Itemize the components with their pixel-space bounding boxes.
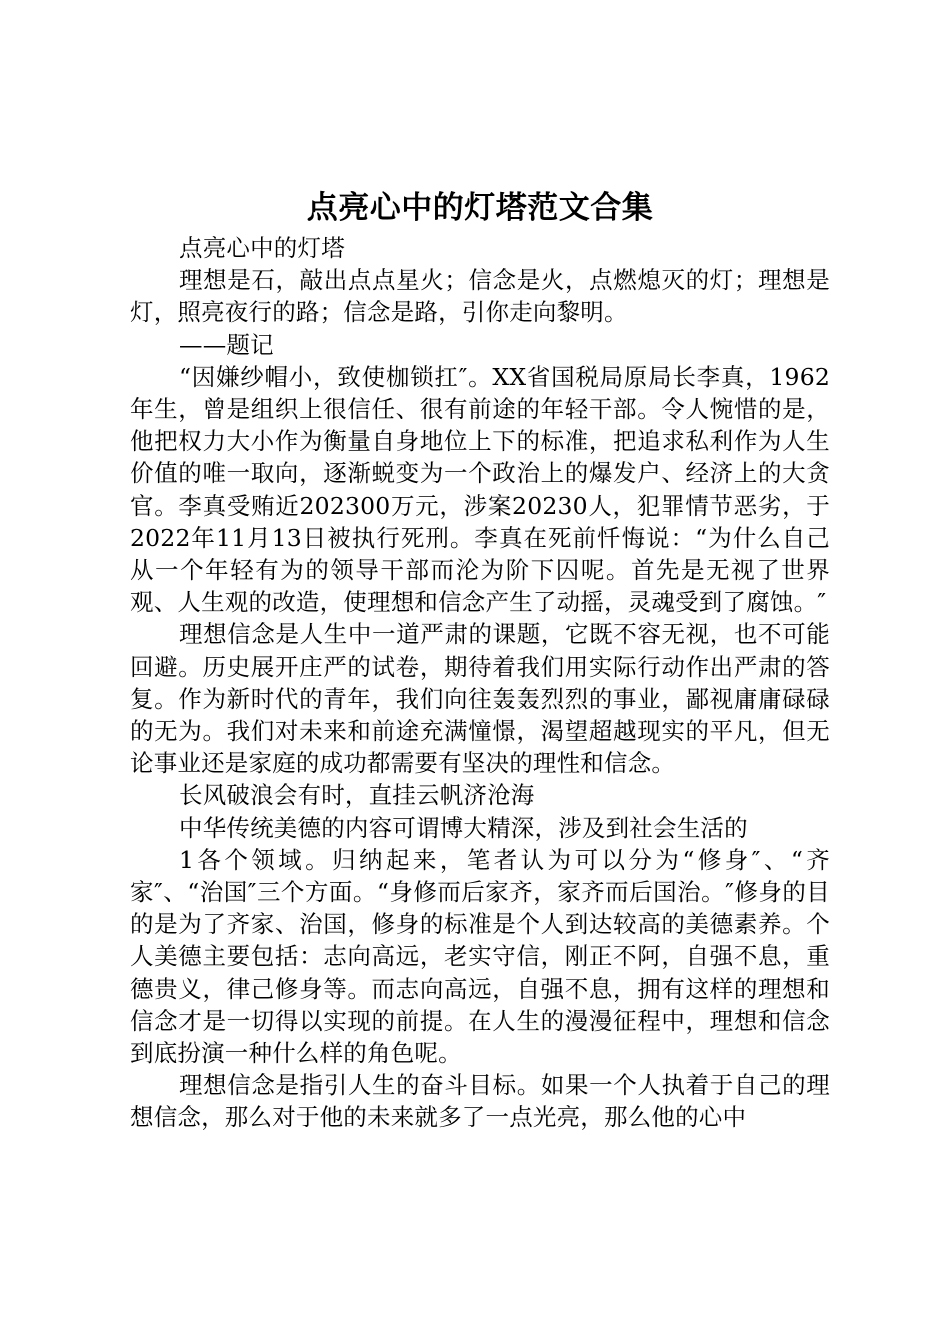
document-page [130,188,830,1134]
paragraph-heading: 点亮心中的灯塔 [179,234,345,262]
paragraph-epigraph-source: ——题记 [179,330,274,359]
paragraph-traditional-virtues: 中华传统美德的内容可谓博大精深，涉及到社会生活的 [179,813,748,842]
paragraph-li-zhen-case: “因嫌纱帽小，致使枷锁扛″。XX省国税局原局长李真，1962年生，曾是组织上很信任、很有前途的年轻干部。令人惋惜的是，他把权力大小作为衡量自身地位上下的标准，把追求私利作为人生价值的唯一取向，逐渐蜕变为一个政治上的爆发户、经济上的大贪官。李真受贿近202300万元，涉案20230人，犯罪情节恶劣，于2022年11月13日被执行死刑。李真在死前忏悔说：“为什么自己从一个年轻有为的领导干部而沦为阶下囚呢。首先是无视了世界观、人生观的改造，使理想和信念产生了动摇，灵魂受到了腐蚀。″ [130,362,830,617]
paragraph-self-cultivation: 1各个领域。归纳起来，笔者认为可以分为“修身″、“齐家″、“治国″三个方面。“身修而后家齐，家齐而后国治。″修身的目的是为了齐家、治国，修身的标准是个人到达较高的美德素养。个人美德主要包括：志向高远，老实守信，刚正不阿，自强不息，重德贵义，律己修身等。而志向高远，自强不息，拥有这样的理想和信念才是一切得以实现的前提。在人生的漫漫征程中，理想和信念到底扮演一种什么样的角色呢。 [130,845,830,1068]
document-title: 点亮心中的灯塔范文合集 [306,190,654,226]
paragraph-epigraph: 理想是石，敲出点点星火；信念是火，点燃熄灭的灯；理想是灯，照亮夜行的路；信念是路，引你走向黎明。 [130,266,830,327]
paragraph-subheading: 长风破浪会有时，直挂云帆济沧海 [179,781,535,810]
paragraph-life-goal: 理想信念是指引人生的奋斗目标。如果一个人执着于自己的理想信念，那么对于他的未来就多了一点光亮，那么他的心中 [130,1071,830,1132]
paragraph-ideal-belief-topic: 理想信念是人生中一道严肃的课题，它既不容无视，也不可能回避。历史展开庄严的试卷，期待着我们用实际行动作出严肃的答复。作为新时代的青年，我们向往轰轰烈烈的事业，鄙视庸庸碌碌的无为。我们对未来和前途充满憧憬，渴望超越现实的平凡，但无论事业还是家庭的成功都需要有坚决的理性和信念。 [130,620,830,778]
